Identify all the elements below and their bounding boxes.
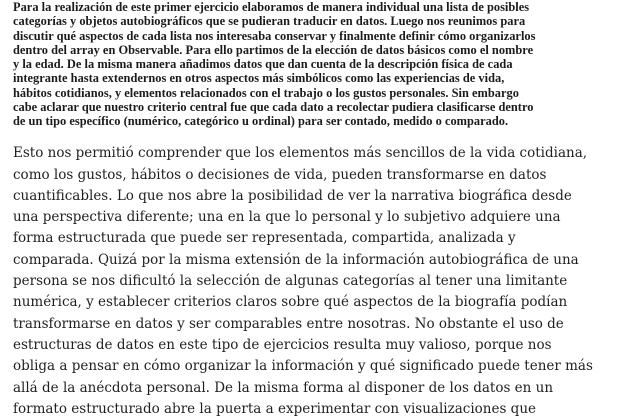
intro-line: cabe aclarar que nuestro criterio central fue que cada dato a recolectar pudiera clasificarse dentro — [13, 99, 534, 114]
body-line: transformarse en datos y ser comparables entre nosotras. No obstante el uso de — [13, 315, 564, 332]
intro-line: dentro del array en Observable. Para ello partimos de la elección de datos básicos como el nombre — [13, 42, 534, 57]
body-line: comparada. Quizá por la misma extensión de la información autobiográfica de una — [13, 251, 579, 268]
intro-line: de un tipo específico (numérico, categórico u ordinal) para ser contado, medido o comparado. — [13, 114, 509, 128]
body-line: una perspectiva diferente; una en la que lo personal y lo subjetivo adquiere una — [13, 209, 561, 226]
intro-line: discutir qué aspectos de cada lista nos interesaba conservar y finalmente definir cómo organizarlos — [13, 28, 536, 43]
intro-line: integrante hasta extendernos en otros aspectos más simbólicos como las experiencias de vida, — [13, 71, 505, 86]
intro-line: Para la realización de este primer ejercicio elaboramos de manera individual una lista de posibles — [13, 0, 530, 14]
body-paragraph — [13, 143, 625, 420]
body-line: persona se nos dificultó la selección de algunas categorías al tener una limitante — [13, 273, 568, 290]
intro-line: y la edad. De la misma manera añadimos datos que dan cuenta de la descripción física de cada — [13, 57, 513, 71]
body-line: cuantificables. Lo que nos abre la posibilidad de ver la narrativa biográfica desde — [13, 187, 572, 204]
body-line: obliga a pensar en cómo organizar la información y qué significado puede tener más — [13, 358, 593, 375]
body-line: forma estructurada que puede ser representada, compartida, analizada y — [13, 230, 516, 247]
body-line: formato estructurado abre la puerta a experimentar con visualizaciones que — [13, 400, 536, 417]
body-line: numérica, y establecer criterios claros sobre qué aspectos de la biografía podían — [13, 294, 568, 311]
body-line: estructuras de datos en este tipo de ejercicios resulta muy valioso, porque nos — [13, 336, 552, 353]
intro-line: hábitos cotidianos, y elementos relacionados con el trabajo o los gustos personales. Sin embargo — [13, 85, 519, 100]
intro-paragraph — [13, 0, 625, 128]
body-line: como los gustos, hábitos o decisiones de vida, pueden transformarse en datos — [13, 166, 547, 183]
body-line: allá de la anécdota personal. De la misma forma al disponer de los datos en un — [13, 379, 554, 396]
intro-line: categorías y objetos autobiográficos que se pudieran traducir en datos. Luego nos reunimos para — [13, 14, 526, 29]
body-line: Esto nos permitió comprender que los elementos más sencillos de la vida cotidiana, — [13, 145, 588, 162]
article-content — [13, 0, 625, 420]
